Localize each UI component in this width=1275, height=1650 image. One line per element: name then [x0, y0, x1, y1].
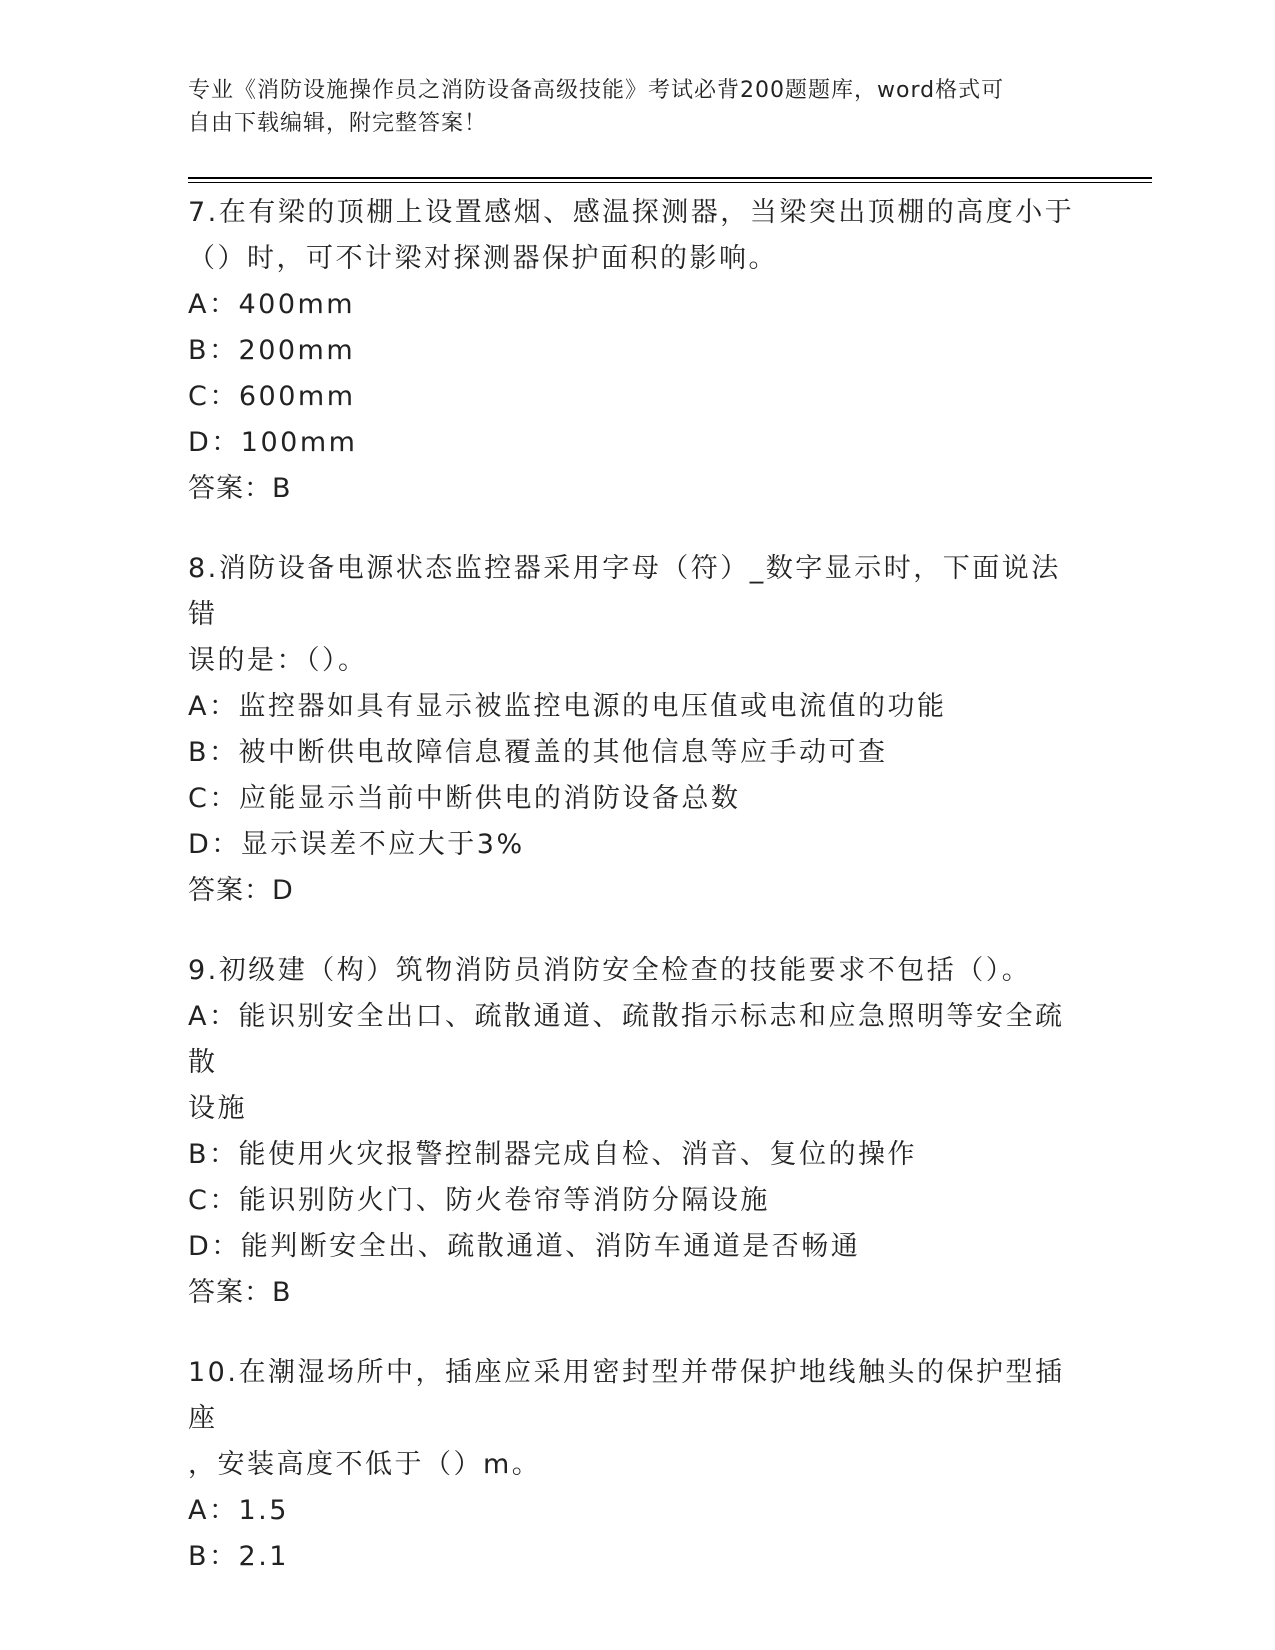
option-c: C：应能显示当前中断供电的消防设备总数 [188, 783, 741, 814]
answer: 答案：B [188, 473, 292, 504]
question-text: 8.消防设备电源状态监控器采用字母（符）_数字显示时，下面说法错 [188, 553, 1061, 630]
option-d: D：100mm [188, 427, 358, 458]
option-d: D：显示误差不应大于3% [188, 829, 525, 860]
option-a: A：1.5 [188, 1495, 289, 1526]
question-list [188, 190, 1088, 1614]
question-10 [188, 1350, 1088, 1580]
option-a: A：400mm [188, 289, 356, 320]
option-b: B：2.1 [188, 1541, 289, 1572]
answer: 答案：D [188, 875, 294, 906]
option-d: D：能判断安全出、疏散通道、消防车通道是否畅通 [188, 1231, 861, 1262]
option-a: A：监控器如具有显示被监控电源的电压值或电流值的功能 [188, 691, 947, 722]
option-c: C：能识别防火门、防火卷帘等消防分隔设施 [188, 1185, 770, 1216]
question-text-continued: ，安装高度不低于（）m。 [188, 1449, 542, 1480]
option-b: B：被中断供电故障信息覆盖的其他信息等应手动可查 [188, 737, 888, 768]
question-text-continued: 误的是：（）。 [188, 645, 368, 676]
option-b: B：200mm [188, 335, 356, 366]
header-divider-thin [188, 182, 1152, 183]
question-9 [188, 948, 1088, 1316]
question-text: 9.初级建（构）筑物消防员消防安全检查的技能要求不包括（）。 [188, 955, 1032, 986]
header-divider-thick [188, 177, 1152, 179]
question-text-continued: （）时，可不计梁对探测器保护面积的影响。 [188, 243, 778, 274]
header-line-2: 自由下载编辑，附完整答案！ [188, 111, 488, 136]
option-c: C：600mm [188, 381, 356, 412]
option-a: A：能识别安全出口、疏散通道、疏散指示标志和应急照明等安全疏散 [188, 1001, 1065, 1078]
answer: 答案：B [188, 1277, 292, 1308]
question-8 [188, 546, 1088, 914]
question-text: 7.在有梁的顶棚上设置感烟、感温探测器，当梁突出顶棚的高度小于 [188, 197, 1075, 228]
option-b: B：能使用火灾报警控制器完成自检、消音、复位的操作 [188, 1139, 918, 1170]
option-a-continued: 设施 [188, 1093, 247, 1124]
question-7 [188, 190, 1088, 512]
document-header [188, 74, 1068, 140]
header-line-1: 专业《消防设施操作员之消防设备高级技能》考试必背200题题库，word格式可 [188, 78, 1005, 103]
question-text: 10.在潮湿场所中，插座应采用密封型并带保护地线触头的保护型插座 [188, 1357, 1065, 1434]
